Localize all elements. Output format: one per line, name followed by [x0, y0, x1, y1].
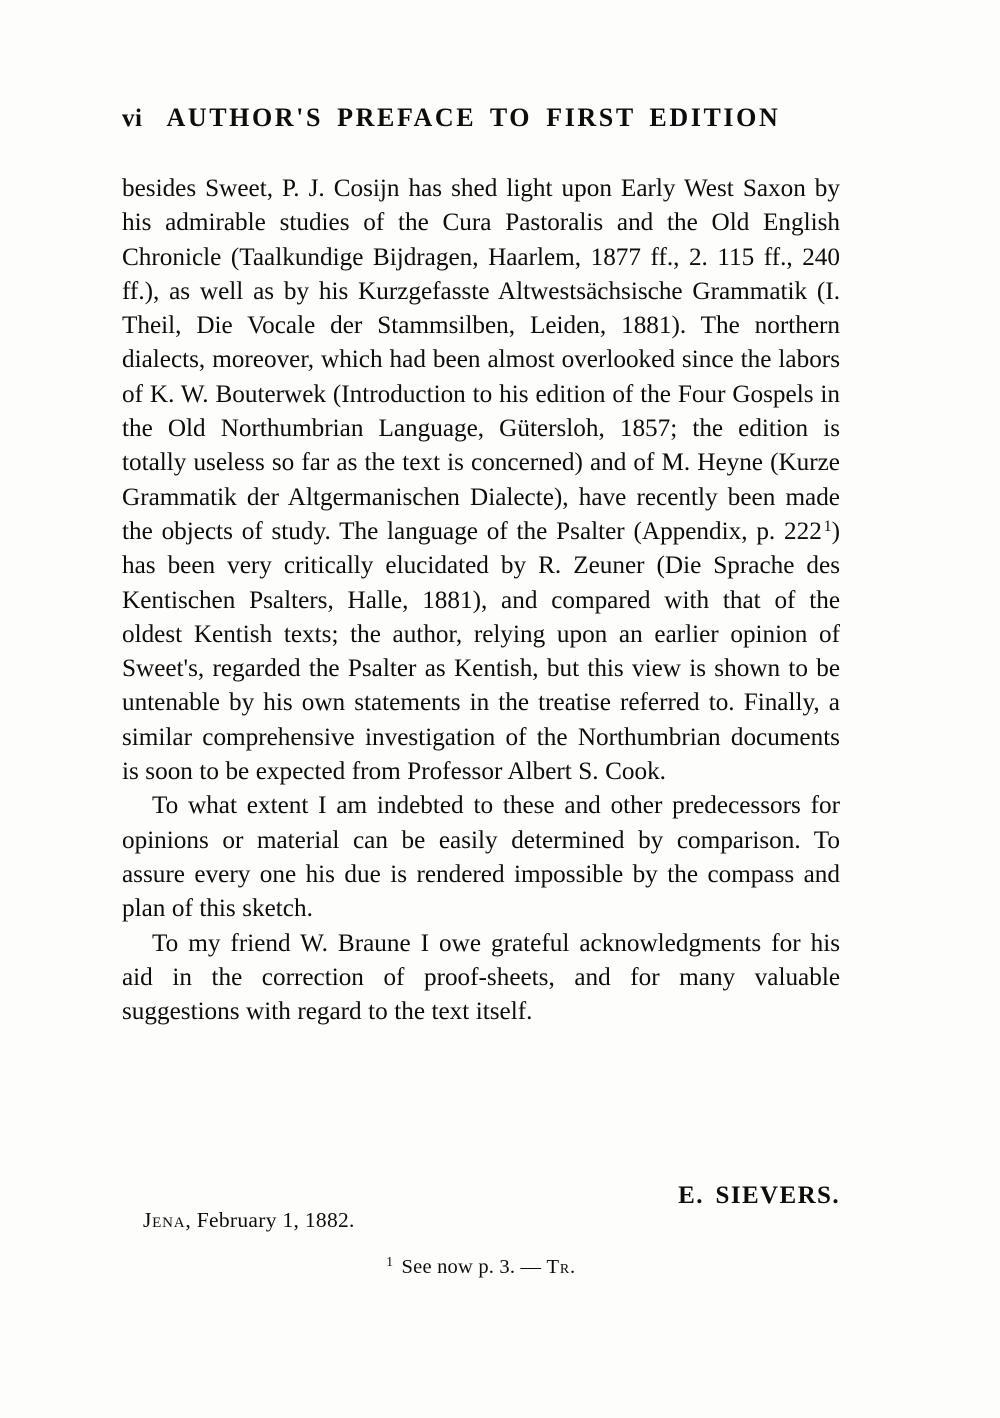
running-head-title: AUTHOR'S PREFACE TO FIRST EDITION [166, 103, 781, 132]
signature-date: , February 1, 1882. [185, 1208, 355, 1232]
paragraph-3: To my friend W. Braune I owe grateful acknowledgments for his aid in the correction of proof-sheets, and for many valuable suggestions with regard to the text itself. [122, 929, 840, 1026]
footnote-translator-label: Tr. [546, 1256, 576, 1278]
footnote-text: See now p. 3. — [396, 1256, 547, 1278]
signature-place-date [143, 1208, 355, 1233]
footnote [122, 1256, 840, 1279]
paragraph-1-text-part-2: ) has been very critically elucidated by R. Zeuner (Die Sprache des Kentischen Psalters, Halle, 1881), and compared with that of the oldest Kentish texts; the author, relying upon an earlier opinion of Sweet's, regarded the Psalter as Kentish, but this view is shown to be untenable by his own statements in the treatise referred to. Finally, a similar comprehensive investigation of the Northumbrian documents is soon to be expected from Professor Albert S. Cook. [122, 517, 840, 786]
signature-place: Jena [143, 1208, 186, 1232]
paragraph-2: To what extent I am indebted to these and other predecessors for opinions or material can be easily determined by comparison. To assure every one his due is rendered impossible by the compass and plan of this sketch. [122, 792, 840, 923]
body-text-block [122, 172, 840, 1029]
page-folio-number: vi [122, 105, 143, 132]
signature-name: E. SIEVERS. [678, 1182, 840, 1209]
paragraph-1-text-part-1: besides Sweet, P. J. Cosijn has shed light upon Early West Saxon by his admirable studies of the Cura Pastoralis and the Old English Chronicle (Taalkundige Bijdragen, Haarlem, 1877 ff., 2. 115 ff., 240 ff.), as well as by his Kurzgefasste Altwestsächsische Grammatik (I. Theil, Die Vocale der Stammsilben, Leiden, 1881). The northern dialects, moreover, which had been almost overlooked since the labors of K. W. Bouterwek (Introduction to his edition of the Four Gospels in the Old Northumbrian Language, Gütersloh, 1857; the edition is totally useless so far as the text is concerned) and of M. Heyne (Kurze Grammatik der Altgermanischen Dialecte), have recently been made the objects of study. The language of the Psalter (Appendix, p. 222 [122, 175, 840, 545]
paragraph-1 [122, 172, 840, 789]
footnote-reference-marker[interactable]: 1 [823, 517, 832, 535]
footnote-marker: 1 [386, 1255, 394, 1271]
running-head [122, 103, 840, 133]
